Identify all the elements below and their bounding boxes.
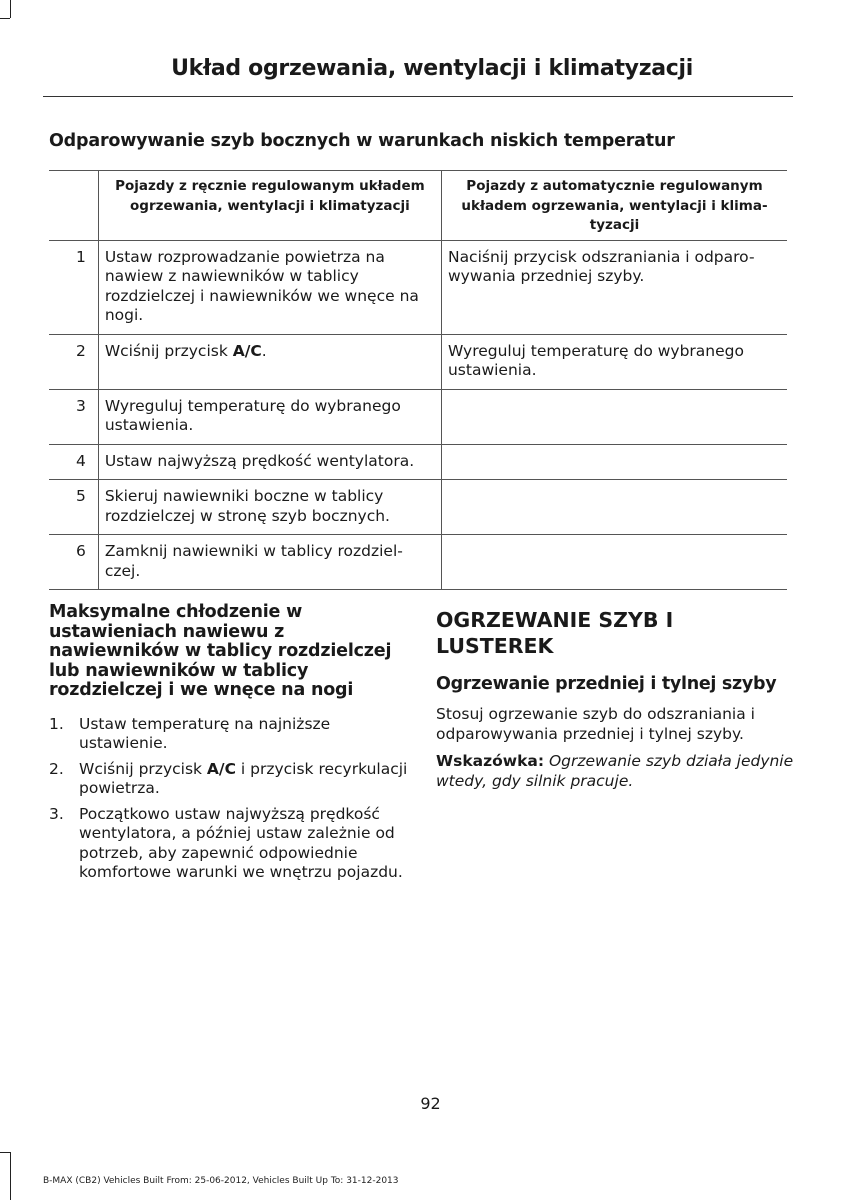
list-item (49, 760, 409, 799)
crop-mark (10, 0, 11, 18)
row-num: 5 (49, 480, 98, 535)
max-cooling-steps (49, 715, 409, 883)
row-auto (441, 480, 787, 535)
step-text: Wciśnij przycisk (79, 759, 207, 778)
header-num (49, 171, 98, 241)
row-manual: Ustaw najwyższą prędkość wentylatora. (98, 444, 441, 480)
step-number: 3. (49, 804, 64, 823)
heated-windows-section (436, 603, 796, 791)
row-auto: Wyreguluj temperaturę do wybranego ustawienia. (441, 334, 787, 389)
crop-mark (0, 1152, 10, 1153)
row-manual: Ustaw rozprowadzanie powietrza na nawiew z nawiewników w tablicy rozdzielczej i nawiewników we wnęce na nogi. (98, 240, 441, 334)
page-number: 92 (420, 1094, 441, 1113)
note-text: Ogrzewanie szyb działa jedynie wtedy, gdy silnik pracuje. (436, 752, 794, 790)
list-item (49, 805, 409, 883)
row-manual: Skieruj nawiewniki boczne w tablicy rozdzielczej w stronę szyb bocznych. (98, 480, 441, 535)
ac-label: A/C (232, 341, 262, 360)
max-cooling-heading: Maksymalne chłodzenie w ustawieniach nawiewu z nawiewników w tablicy rozdzielczej lub nawiewników w tablicy rozdzielczej i we wnęce na nogi (49, 602, 392, 700)
step-number: 2. (49, 759, 64, 778)
row-num: 4 (49, 444, 98, 480)
table-row (49, 535, 787, 590)
row-num: 2 (49, 334, 98, 389)
table-row (49, 480, 787, 535)
row-manual: Wyreguluj temperaturę do wybranego ustawienia. (98, 389, 441, 444)
note (436, 752, 796, 791)
heated-windows-subheading: Ogrzewanie przedniej i tylnej szyby (436, 674, 777, 694)
row-manual-text: Wciśnij przycisk (104, 341, 233, 360)
heated-windows-heading: OGRZEWANIE SZYB I LUSTEREK (436, 608, 674, 658)
heated-windows-body: Stosuj ogrzewanie szyb do odszraniania i odparowywania przedniej i tylnej szyby. (436, 705, 755, 743)
step-text: i przycisk recyrkulacji powietrza. (79, 759, 408, 797)
note-label: Wskazówka: (436, 752, 545, 770)
row-auto: Naciśnij przycisk odszraniania i odparo-wywania przedniej szyby. (441, 240, 787, 334)
crop-mark (10, 1152, 11, 1200)
row-manual: Zamknij nawiewniki w tablicy rozdziel-czej. (98, 535, 441, 590)
max-cooling-section (49, 603, 409, 889)
row-auto (441, 535, 787, 590)
row-manual (98, 334, 441, 389)
table-header-row (49, 171, 787, 241)
row-num: 3 (49, 389, 98, 444)
crop-mark (0, 18, 10, 19)
table-row (49, 389, 787, 444)
header-rule (43, 96, 793, 97)
row-num: 6 (49, 535, 98, 590)
table-row (49, 334, 787, 389)
row-auto (441, 444, 787, 480)
header-manual: Pojazdy z ręcznie regulowanym układem ogrzewania, wentylacji i klimatyzacji (98, 171, 441, 241)
section-title: Odparowywanie szyb bocznych w warunkach niskich temperatur (49, 131, 675, 151)
step-number: 1. (49, 714, 64, 733)
step-text: Ustaw temperaturę na najniższe ustawienie. (79, 714, 331, 752)
footer-text: B-MAX (CB2) Vehicles Built From: 25-06-2012, Vehicles Built Up To: 31-12-2013 (43, 1176, 399, 1186)
ac-label: A/C (206, 759, 236, 778)
row-num: 1 (49, 240, 98, 334)
header-auto: Pojazdy z automatycznie regulowanym układem ogrzewania, wentylacji i klima-tyzacji (441, 171, 787, 241)
page-header-title: Układ ogrzewania, wentylacji i klimatyzacji (171, 56, 693, 81)
table-row (49, 444, 787, 480)
defog-table (49, 170, 787, 590)
row-manual-text: . (261, 341, 267, 360)
row-auto (441, 389, 787, 444)
list-item (49, 715, 409, 754)
step-text: Początkowo ustaw najwyższą prędkość wentylatora, a później ustaw zależnie od potrzeb, aby zapewnić odpowiednie komfortowe warunki we wnętrzu pojazdu. (79, 804, 403, 881)
table-row (49, 240, 787, 334)
